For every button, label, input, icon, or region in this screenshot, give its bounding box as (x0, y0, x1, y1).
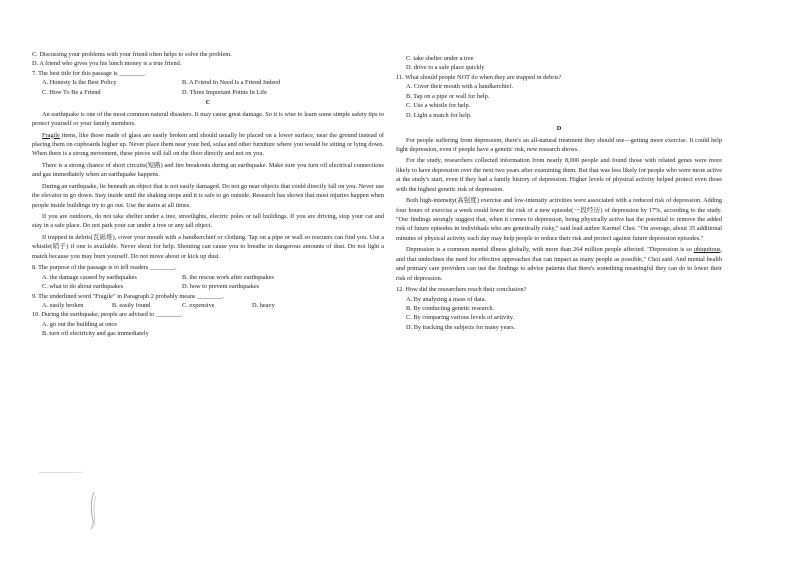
section-d-label: D (556, 125, 562, 133)
underlined-word-fragile: Fragile (42, 131, 60, 139)
passage-c-paragraph-5: If you are outdoors, do not take shelter under a tree, streetlights, electric poles or tall buildings. If you are driving, stop your car and stay in a safe place. Do not park your car under a tree or any tall object. (32, 213, 384, 230)
left-column (32, 50, 384, 339)
passage-d-paragraph-3: Both high-intensity(高强度) exercise and low-intensity activities were associated with a reduced risk of depression. Adding four hours of exercise a week could lower the risk of a new episode(一段经历) of depression by 17%, according to the study. "Our findings strongly suggest that, when it comes to depression, being physically active has the potential to remove the added risk of future episodes in individuals who are genetically risky," said lead author Karmel Choi. "On average, about 35 additional minutes of physical activity each day may help people to reduce their risk and protect against future depression episodes." (396, 197, 722, 242)
q8-option-b: B. the rescue work after earthquakes (182, 273, 274, 281)
q9-option-c: C. expensive (182, 301, 215, 309)
q11-option-b: B. Tap on a pipe or wall for help. (406, 92, 490, 100)
q7-options-row-2 (42, 88, 384, 97)
q8-option-c: C. what to do about earthquakes (42, 283, 124, 291)
question-8: 8. The purpose of the passage is to tell readers ________. (32, 264, 177, 272)
q8-option-a: A. the damage caused by earthquakes (42, 273, 137, 281)
passage-c-paragraph-6: If trapped in debris(瓦砾堆), cover your mouth with a handkerchief or clothing. Tap on a pipe or wall so rescuers can find you. Use a whistle(哨子) if one is available. Never shout for help. Shouting can cause you to breathe in dangerous amounts of dust. Do not light a match because you may burn yourself. Do not move about or kick up dust. (32, 233, 384, 260)
q7-option-c: C. How To Be a Friend (42, 88, 101, 96)
underlined-word-ubiquitous: ubiquitous (693, 246, 721, 254)
q11-option-c: C. Use a whistle for help. (406, 102, 471, 110)
q8-options-row-1 (42, 273, 384, 282)
q12-option-c: C. By comparing various levels of activity. (406, 314, 515, 322)
question-10: 10. During the earthquake, people are advised to ________. (32, 311, 183, 319)
q7-option-d: D. Three Important Points In Life (182, 88, 267, 96)
passage-d-paragraph-4-text-b: , and that underlines the need for effective approaches that can impact as many people as possible," Choi said. And mental health and primary care providers can use the findings to advise patients that there's something meaningful they can do to lower their risk of depression. (396, 246, 722, 282)
question-7: 7. The best title for this passage is ________. (32, 69, 146, 77)
right-column (396, 54, 722, 332)
question-12: 12. How did the researchers reach their conclusion? (396, 286, 527, 294)
q9-option-d: D. heavy (252, 301, 275, 309)
q12-option-a: A. By analyzing a mass of data. (406, 295, 487, 303)
q6-option-d: D. A friend who gives you his lunch money is a true friend. (32, 60, 182, 68)
q9-options (42, 301, 384, 310)
q10-option-a: A. go out the building at once (42, 320, 118, 328)
passage-d-paragraph-2: For the study, researchers collected information from nearly 8,000 people and found those with related genes were more likely to have depression over the next two years after examining them. But that was less likely for people who were more active at the study's start, even if they had a family history of depression. Higher levels of physical activity helped protect even those with the highest genetic risk of depression. (396, 157, 722, 193)
passage-c-paragraph-2-text: items, like those made of glass are easily broken and should usually be placed on a lower surface, near the ground instead of placing them on cupboards higher up. Never place them near your bed, sofas and other furniture where you would be sitting or lying down. When there is a strong movement, these pieces will fall on the floor directly and not on you. (32, 131, 384, 158)
q10-option-d: D. drive to a safe place quickly (406, 64, 485, 72)
question-9: 9. The underlined word "Fragile" in Paragraph 2 probably means ________. (32, 292, 224, 300)
q11-option-a: A. Cover their mouth with a handkerchief. (406, 83, 514, 91)
q6-option-c: C. Discussing your problems with your friend often helps to solve the problem. (32, 51, 232, 58)
q9-option-a: A. easily broken (42, 301, 84, 309)
q11-option-d: D. Light a match for help. (406, 111, 472, 119)
q12-option-b: B. By conducting genetic research. (406, 304, 495, 312)
q10-option-b: B. turn off electricity and gas immediately (42, 330, 149, 338)
q12-option-d: D. By tracking the subjects for many years. (406, 323, 516, 331)
q8-option-d: D. how to prevent earthquakes (182, 283, 260, 291)
passage-c-paragraph-4: During an earthquake, lie beneath an object that is not easily damaged. Do not go near objects that could directly fall on you. Never use the elevator to go down. Stay inside until the shaking stops and it is safe to go outside. Research has shown that most injuries happen when people inside buildings try to go out. Use the stairs at all times. (32, 182, 384, 209)
question-11: 11. What should people NOT do when they are trapped in debris? (396, 73, 562, 81)
passage-d-paragraph-1: For people suffering from depression, there's an all-natural treatment they should use—getting more exercise. It could help fight depression, even if people have a genetic risk, new research shows. (396, 136, 722, 153)
q9-option-b: B. easily found (112, 301, 151, 309)
passage-c-paragraph-2 (32, 131, 384, 159)
passage-c-paragraph-1: An earthquake is one of the most common natural disasters. It may cause great damage. So it is wise to learn some simple safety tips to protect yourself or your family members. (32, 110, 384, 128)
pencil-mark (86, 490, 100, 530)
q8-options-row-2 (42, 282, 384, 291)
q7-option-b: B. A Friend In Need Is a Friend Indeed (182, 79, 281, 87)
passage-c-paragraph-3: There is a strong chance of short circuits(短路) and fire breakouts during an earthquake. Make sure you turn off electrical connections and gas immediately when an earthquake happens. (32, 161, 384, 179)
stray-mark (36, 468, 86, 476)
passage-d-paragraph-4 (396, 245, 722, 283)
q7-option-a: A. Honesty Is the Best Policy (42, 79, 117, 87)
passage-d-paragraph-4-text-a: Depression is a common mental illness globally, with more than 264 million people affected. "Depression is so (406, 246, 694, 254)
section-c-label: C (205, 99, 211, 107)
q10-option-c: C. take shelter under a tree (406, 55, 474, 62)
q7-options-row-1 (42, 78, 384, 87)
